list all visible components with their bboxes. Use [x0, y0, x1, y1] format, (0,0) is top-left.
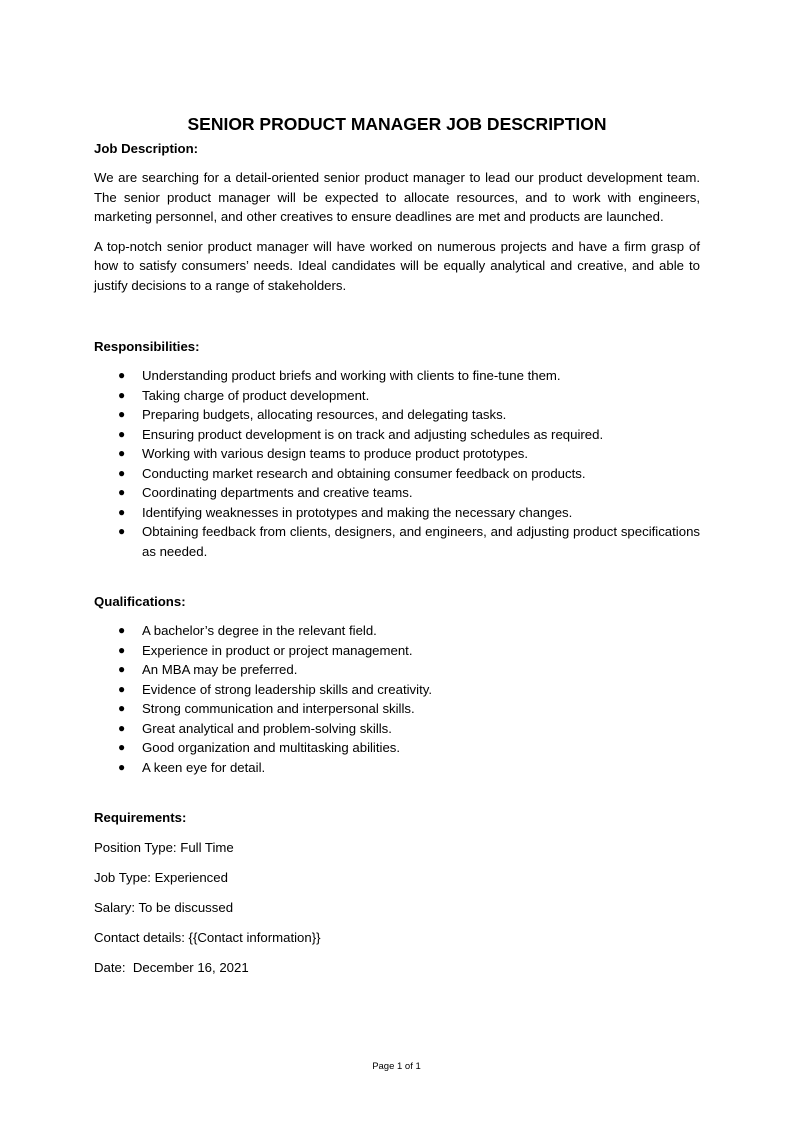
job-description-heading: Job Description: [94, 141, 199, 156]
bullet-icon: ● [118, 720, 126, 735]
salary: Salary: To be discussed [94, 900, 234, 915]
bullet-icon: ● [118, 759, 126, 774]
bullet-icon: ● [118, 740, 126, 754]
bullet-icon: ● [118, 662, 126, 676]
bullet-icon: ● [118, 407, 126, 421]
page-footer: Page 1 of 1 [372, 1061, 421, 1072]
list-item [94, 680, 700, 700]
list-item-text: Strong communication and interpersonal skills. [142, 701, 415, 716]
document-date: Date: December 16, 2021 [94, 960, 249, 975]
list-item-text: A keen eye for detail. [142, 759, 266, 775]
list-item [94, 758, 700, 778]
position-type: Position Type: Full Time [94, 840, 234, 855]
document-title: SENIOR PRODUCT MANAGER JOB DESCRIPTION [187, 114, 607, 134]
bullet-icon: ● [118, 368, 126, 382]
requirements-heading: Requirements: [94, 810, 187, 825]
list-item [94, 641, 700, 661]
list-item [94, 699, 700, 719]
list-item [94, 386, 700, 406]
list-item-text: Working with various design teams to produce product prototypes. [142, 446, 529, 461]
contact-details: Contact details: {{Contact information}} [94, 930, 321, 945]
bullet-icon: ● [118, 623, 126, 637]
list-item-text: Great analytical and problem-solving skills. [142, 720, 392, 736]
bullet-icon: ● [118, 701, 126, 715]
bullet-icon: ● [118, 426, 126, 441]
document-body [94, 113, 700, 977]
list-item [94, 425, 700, 445]
bullet-icon: ● [118, 465, 126, 480]
job-description-paragraph: A top-notch senior product manager will have worked on numerous projects and have a firm grasp of how to satisfy consumers’ needs. Ideal candidates will be equally analytical and creative, and able to justify decisions to a range of stakeholders. [94, 238, 700, 293]
list-item-text: Taking charge of product development. [142, 387, 370, 403]
list-item-text: Preparing budgets, allocating resources, and delegating tasks. [142, 407, 507, 422]
list-item [94, 503, 700, 523]
list-item [94, 522, 700, 561]
responsibilities-heading: Responsibilities: [94, 339, 200, 354]
list-item [94, 366, 700, 386]
list-item-text: Evidence of strong leadership skills and creativity. [142, 681, 433, 697]
bullet-icon: ● [118, 446, 126, 460]
list-item-text: Conducting market research and obtaining consumer feedback on products. [142, 465, 586, 481]
list-item-text: Ensuring product development is on track and adjusting schedules as required. [142, 426, 604, 442]
list-item [94, 444, 700, 464]
job-description-paragraph: We are searching for a detail-oriented senior product manager to lead our product development team. The senior product manager will be expected to allocate resources, and to work with engineers, marketing personnel, and other creatives to ensure deadlines are met and products are launched. [94, 170, 700, 224]
job-type: Job Type: Experienced [94, 870, 228, 885]
list-item-text: Coordinating departments and creative teams. [142, 485, 413, 500]
list-item-text: Obtaining feedback from clients, designers, and engineers, and adjusting product specifications as needed. [142, 524, 700, 559]
bullet-icon: ● [118, 387, 126, 402]
qualifications-heading: Qualifications: [94, 594, 186, 609]
list-item-text: Identifying weaknesses in prototypes and making the necessary changes. [142, 504, 573, 520]
list-item [94, 719, 700, 739]
list-item [94, 464, 700, 484]
list-item-text: Experience in product or project management. [142, 642, 413, 658]
list-item [94, 738, 700, 758]
bullet-icon: ● [118, 524, 126, 538]
bullet-icon: ● [118, 642, 126, 657]
list-item [94, 405, 700, 425]
list-item [94, 483, 700, 503]
list-item-text: Understanding product briefs and working with clients to fine-tune them. [142, 368, 561, 383]
list-item [94, 621, 700, 641]
qualifications-list [94, 621, 700, 777]
list-item-text: Good organization and multitasking abilities. [142, 740, 401, 755]
bullet-icon: ● [118, 485, 126, 499]
list-item-text: A bachelor’s degree in the relevant field. [142, 623, 377, 638]
responsibilities-list [94, 366, 700, 561]
bullet-icon: ● [118, 504, 126, 519]
list-item-text: An MBA may be preferred. [142, 662, 298, 677]
list-item [94, 660, 700, 680]
bullet-icon: ● [118, 681, 126, 696]
